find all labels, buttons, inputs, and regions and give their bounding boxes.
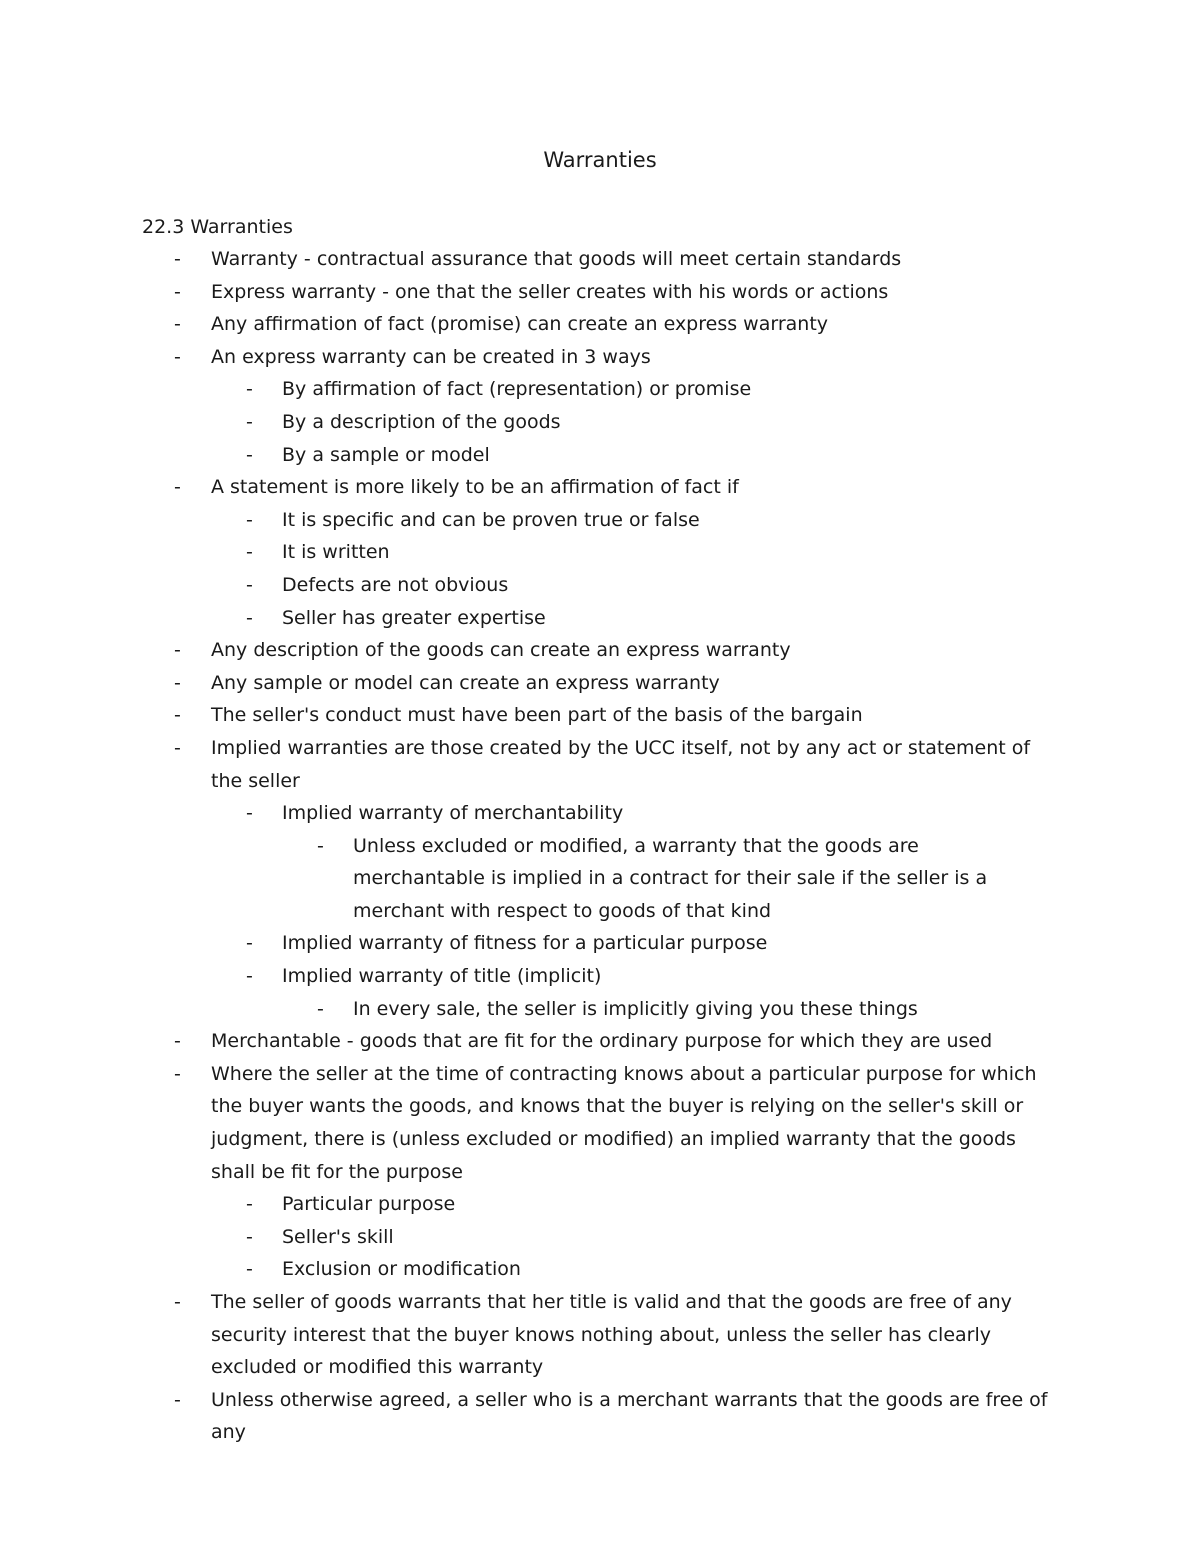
list-item-text: Implied warranty of title (implicit) <box>282 965 602 988</box>
bullet-dash: - <box>246 802 253 825</box>
bullet-dash: - <box>246 606 253 629</box>
list-item-text: Any affirmation of fact (promise) can create an express warranty <box>211 313 829 336</box>
list-item <box>0 830 1200 928</box>
bullet-dash: - <box>174 280 181 303</box>
bullet-dash: - <box>174 671 181 694</box>
list-item <box>0 993 1200 1026</box>
bullet-dash: - <box>174 1030 181 1053</box>
list-item-text: An express warranty can be created in 3 ways <box>211 345 651 368</box>
list-item <box>0 406 1200 439</box>
list-item-text: Merchantable - goods that are fit for the ordinary purpose for which they are used <box>211 1030 993 1053</box>
list-item <box>0 536 1200 569</box>
list-item-text: It is specific and can be proven true or false <box>282 508 700 531</box>
list-item <box>0 373 1200 406</box>
list-item <box>0 602 1200 635</box>
list-item <box>0 960 1200 993</box>
list-item <box>0 308 1200 341</box>
list-item <box>0 797 1200 830</box>
bullet-dash: - <box>246 1258 253 1281</box>
list-item-text: Unless otherwise agreed, a seller who is a merchant warrants that the goods are free of any <box>211 1388 1048 1444</box>
list-item <box>0 927 1200 960</box>
list-item <box>0 1058 1200 1188</box>
bullet-dash: - <box>246 1193 253 1216</box>
bullet-dash: - <box>174 313 181 336</box>
bullet-dash: - <box>246 965 253 988</box>
section-heading: 22.3 Warranties <box>142 216 293 238</box>
bullet-dash: - <box>246 508 253 531</box>
list-item-text: The seller's conduct must have been part of the basis of the bargain <box>211 704 863 727</box>
bullet-dash: - <box>317 997 324 1020</box>
bullet-dash: - <box>174 1062 181 1085</box>
list-item <box>0 1025 1200 1058</box>
list-item-text: Express warranty - one that the seller creates with his words or actions <box>211 280 889 303</box>
list-item <box>0 1221 1200 1254</box>
list-item <box>0 1384 1200 1449</box>
list-item <box>0 1286 1200 1384</box>
list-item-text: Particular purpose <box>282 1193 456 1216</box>
bullet-dash: - <box>246 378 253 401</box>
list-item <box>0 732 1200 797</box>
list-item-text: Where the seller at the time of contracting knows about a particular purpose for which the buyer wants the goods, and knows that the buyer is relying on the seller's skill or judgment, there is (unless excluded or modified) an implied warranty that the goods shall be fit for the purpose <box>211 1062 1037 1183</box>
list-item-text: It is written <box>282 541 390 564</box>
list-item <box>0 471 1200 504</box>
list-item <box>0 699 1200 732</box>
list-item-text: Defects are not obvious <box>282 573 509 596</box>
list-item-text: Unless excluded or modified, a warranty that the goods are merchantable is implied in a contract for their sale if the seller is a merchant with respect to goods of that kind <box>353 834 988 922</box>
list-item-text: Seller has greater expertise <box>282 606 546 629</box>
bullet-dash: - <box>174 704 181 727</box>
bullet-dash: - <box>246 443 253 466</box>
list-item-text: Any sample or model can create an express warranty <box>211 671 720 694</box>
list-item-text: By a description of the goods <box>282 410 561 433</box>
bullet-dash: - <box>174 476 181 499</box>
list-item <box>0 276 1200 309</box>
list-item-text: Implied warranty of merchantability <box>282 802 624 825</box>
list-item-text: Exclusion or modification <box>282 1258 521 1281</box>
list-item-text: In every sale, the seller is implicitly giving you these things <box>353 997 918 1020</box>
bullet-dash: - <box>246 410 253 433</box>
bullet-dash: - <box>174 345 181 368</box>
bullet-dash: - <box>317 834 324 857</box>
list-item <box>0 569 1200 602</box>
list-item-text: Implied warranties are those created by the UCC itself, not by any act or statement of the seller <box>211 736 1031 792</box>
list-item <box>0 341 1200 374</box>
list-item <box>0 243 1200 276</box>
bullet-dash: - <box>174 1291 181 1313</box>
list-item <box>0 504 1200 537</box>
list-item-text: A statement is more likely to be an affirmation of fact if <box>211 476 739 499</box>
list-item-text: Implied warranty of fitness for a particular purpose <box>282 932 768 955</box>
bullet-dash: - <box>174 1388 181 1411</box>
bullet-dash: - <box>174 639 181 662</box>
list-item-text: By a sample or model <box>282 443 490 466</box>
list-item-text: The seller of goods warrants that her title is valid and that the goods are free of any security interest that the buyer knows nothing about, unless the seller has clearly excluded or modified this warranty <box>211 1291 1012 1379</box>
page-title: Warranties <box>543 148 657 172</box>
bullet-dash: - <box>246 932 253 955</box>
list-item-text: Warranty - contractual assurance that goods will meet certain standards <box>211 248 902 270</box>
list-item <box>0 439 1200 472</box>
bullet-dash: - <box>174 736 181 759</box>
list-item-text: Seller's skill <box>282 1225 394 1248</box>
bullet-dash: - <box>246 541 253 564</box>
bullet-dash: - <box>246 573 253 596</box>
bullet-list <box>0 243 1200 1449</box>
list-item-text: By affirmation of fact (representation) or promise <box>282 378 752 401</box>
list-item <box>0 634 1200 667</box>
list-item-text: Any description of the goods can create an express warranty <box>211 639 791 662</box>
bullet-dash: - <box>174 248 181 270</box>
bullet-dash: - <box>246 1225 253 1248</box>
list-item <box>0 1253 1200 1286</box>
list-item <box>0 1188 1200 1221</box>
list-item <box>0 667 1200 700</box>
